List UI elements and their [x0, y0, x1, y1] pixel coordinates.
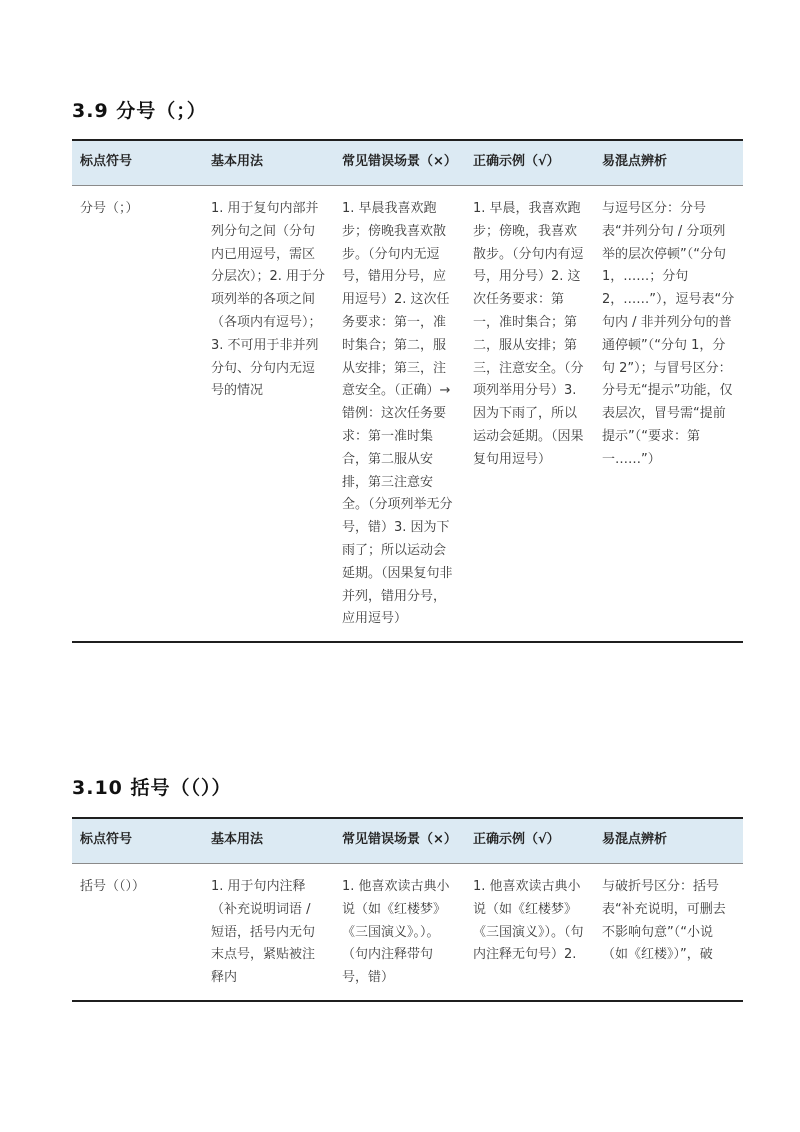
parentheses-table: [72, 817, 743, 1002]
cell-confusion: 与逗号区分：分号表“并列分句 / 分项列举的层次停顿”（“分句 1，……；分句 2，……”），逗号表“分句内 / 非并列分句的普通停顿”（“分句 1，分句 2”）；与冒号区分：分号无“提示”功能，仅表层次，冒号需“提前提示”（“要求：第一……”）: [594, 186, 743, 643]
header-usage: 基本用法: [203, 140, 334, 186]
header-symbol: 标点符号: [72, 818, 203, 864]
header-errors: 常见错误场景（×）: [334, 818, 465, 864]
cell-correct: 1. 他喜欢读古典小说（如《红楼梦》《三国演义》）。（句内注释无句号）2.: [465, 864, 594, 1001]
header-usage: 基本用法: [203, 818, 334, 864]
table-row: [72, 186, 743, 643]
table-row: [72, 864, 743, 1001]
cell-confusion: 与破折号区分：括号表“补充说明，可删去不影响句意”（“小说（如《红楼》）”，破: [594, 864, 743, 1001]
table-header-row: [72, 818, 743, 864]
table-header-row: [72, 140, 743, 186]
cell-usage: 1. 用于复句内部并列分句之间（分句内已用逗号，需区分层次）；2. 用于分项列举的各项之间（各项内有逗号）；3. 不可用于非并列分句、分句内无逗号的情况: [203, 186, 334, 643]
header-confusion: 易混点辨析: [594, 140, 743, 186]
semicolon-table: [72, 139, 743, 643]
header-correct: 正确示例（√）: [465, 140, 594, 186]
header-symbol: 标点符号: [72, 140, 203, 186]
section-title-parentheses: 3.10 括号（（））: [72, 777, 232, 799]
header-correct: 正确示例（√）: [465, 818, 594, 864]
cell-symbol: 分号（；）: [72, 186, 203, 643]
cell-correct: 1. 早晨，我喜欢跑步；傍晚，我喜欢散步。（分句内有逗号，用分号）2. 这次任务要求：第一，准时集合；第二，服从安排；第三，注意安全。（分项列举用分号）3. 因为下雨了，所以运动会延期。（因果复句用逗号）: [465, 186, 594, 643]
cell-symbol: 括号（（））: [72, 864, 203, 1001]
header-confusion: 易混点辨析: [594, 818, 743, 864]
header-errors: 常见错误场景（×）: [334, 140, 465, 186]
cell-errors: 1. 他喜欢读古典小说（如《红楼梦》《三国演义》。）。（句内注释带句号，错）: [334, 864, 465, 1001]
section-title-semicolon: 3.9 分号（；）: [72, 100, 207, 122]
cell-errors: 1. 早晨我喜欢跑步；傍晚我喜欢散步。（分句内无逗号，错用分号，应用逗号）2. 这次任务要求：第一，准时集合；第二，服从安排；第三，注意安全。（正确）→ 错例：这次任务要求：第一准时集合，第二服从安排，第三注意安全。（分项列举无分号，错）3. 因为下雨了；所以运动会延期。（因果复句非并列，错用分号，应用逗号）: [334, 186, 465, 643]
cell-usage: 1. 用于句内注释（补充说明词语 / 短语，括号内无句末点号，紧贴被注释内: [203, 864, 334, 1001]
